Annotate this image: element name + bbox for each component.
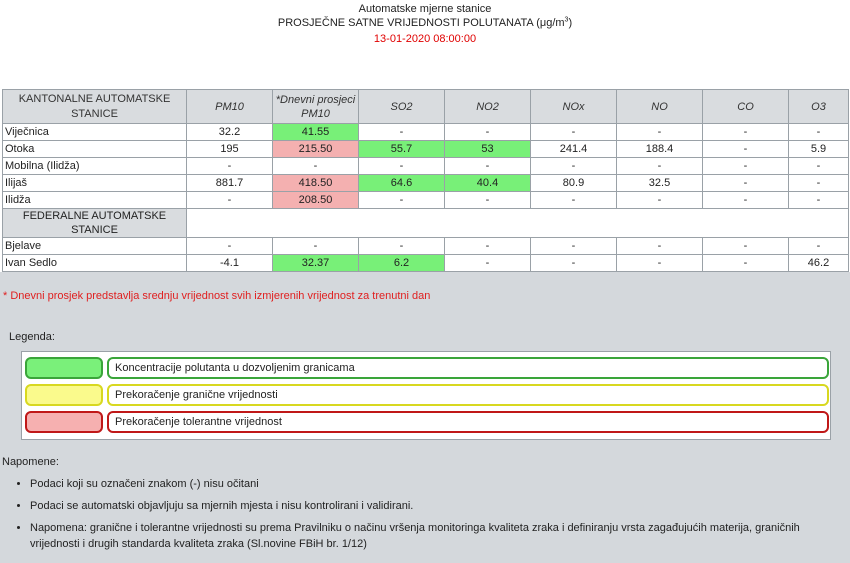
header-title: PROSJEČNE SATNE VRIJEDNOSTI POLUTANATA $(\mu g/m^3)$	[277, 16, 573, 29]
column-header: SO2	[359, 90, 445, 124]
table-row	[3, 238, 849, 255]
station-name: Ilijaš	[3, 175, 187, 192]
note-item: • Podaci se automatski objavljuju sa mjernih mjesta i nisu kontrolirani i validirani.	[30, 498, 830, 514]
value-cell: -	[703, 192, 789, 209]
table-row	[3, 124, 849, 141]
header-datetime: 13-01-2020 08:00:00	[373, 33, 477, 45]
table-row	[3, 158, 849, 175]
legend-swatch-green	[25, 357, 103, 379]
value-cell: -	[359, 238, 445, 255]
value-cell: -	[187, 158, 273, 175]
value-cell: 64.6	[359, 175, 445, 192]
table-row	[3, 141, 849, 158]
value-cell: -	[359, 124, 445, 141]
value-cell: 208.50	[273, 192, 359, 209]
value-cell: 6.2	[359, 255, 445, 272]
value-cell: -	[445, 124, 531, 141]
value-cell: -	[531, 158, 617, 175]
value-cell: -	[617, 238, 703, 255]
value-cell: 46.2	[789, 255, 849, 272]
value-cell: 215.50	[273, 141, 359, 158]
value-cell: -	[531, 124, 617, 141]
value-cell: -	[359, 158, 445, 175]
value-cell: 881.7	[187, 175, 273, 192]
value-cell: 5.9	[789, 141, 849, 158]
value-cell: -	[617, 192, 703, 209]
legend-swatch-red	[25, 411, 103, 433]
value-cell: 32.2	[187, 124, 273, 141]
value-cell: 188.4	[617, 141, 703, 158]
value-cell: -	[273, 238, 359, 255]
value-cell: -	[789, 192, 849, 209]
value-cell: -	[273, 158, 359, 175]
value-cell: 32.37	[273, 255, 359, 272]
legend-item-tolerance	[25, 411, 827, 431]
pollutant-table	[2, 89, 849, 272]
notes-title: Napomene:	[2, 456, 59, 468]
table-row	[3, 255, 849, 272]
value-cell: -	[445, 255, 531, 272]
column-header: NOx	[531, 90, 617, 124]
station-name: Mobilna (Ilidža)	[3, 158, 187, 175]
value-cell: -	[617, 124, 703, 141]
value-cell: -	[617, 158, 703, 175]
value-cell: -	[531, 238, 617, 255]
federal-section-row	[3, 209, 849, 238]
value-cell: -	[703, 124, 789, 141]
column-header: O3	[789, 90, 849, 124]
note-item: • Napomena: granične i tolerantne vrijednosti su prema Pravilniku o načinu vršenja monitoringa kvaliteta zraka i definiranju vrsta zagađujućih materija, graničnih vrijednosti i drugih standarda kvaliteta zraka (Sl.novine FBiH br. 1/12)	[30, 520, 830, 552]
legend-title: Legenda:	[9, 331, 55, 343]
legend-text: Prekoračenje granične vrijednosti	[107, 384, 829, 406]
legend-text: Koncentracije polutanta u dozvoljenim granicama	[107, 357, 829, 379]
value-cell: -	[789, 238, 849, 255]
value-cell: -	[703, 255, 789, 272]
value-cell: -	[789, 124, 849, 141]
value-cell: -	[187, 238, 273, 255]
value-cell: 41.55	[273, 124, 359, 141]
daily-average-footnote: * Dnevni prosjek predstavlja srednju vrijednost svih izmjerenih vrijednost za trenutni dan	[3, 290, 431, 302]
legend-item-limit	[25, 384, 827, 404]
station-name: Bjelave	[3, 238, 187, 255]
value-cell: -	[703, 158, 789, 175]
station-column-header: KANTONALNE AUTOMATSKE STANICE	[3, 90, 187, 124]
value-cell: -	[187, 192, 273, 209]
station-name: Otoka	[3, 141, 187, 158]
value-cell: -4.1	[187, 255, 273, 272]
federal-section-header: FEDERALNE AUTOMATSKE STANICE	[3, 209, 187, 238]
station-name: Ivan Sedlo	[3, 255, 187, 272]
value-cell: -	[703, 175, 789, 192]
value-cell: -	[703, 238, 789, 255]
table-row	[3, 175, 849, 192]
value-cell: 40.4	[445, 175, 531, 192]
value-cell: -	[531, 192, 617, 209]
blank-cell	[187, 209, 849, 238]
value-cell: 80.9	[531, 175, 617, 192]
value-cell: -	[445, 158, 531, 175]
column-header: PM10	[187, 90, 273, 124]
value-cell: 241.4	[531, 141, 617, 158]
legend-swatch-yellow	[25, 384, 103, 406]
value-cell: 195	[187, 141, 273, 158]
value-cell: -	[789, 175, 849, 192]
value-cell: -	[359, 192, 445, 209]
table-header-row	[3, 90, 849, 124]
column-header: CO	[703, 90, 789, 124]
station-name: Viječnica	[3, 124, 187, 141]
notes-list	[0, 470, 830, 552]
value-cell: -	[445, 238, 531, 255]
value-cell: -	[789, 158, 849, 175]
station-name: Ilidža	[3, 192, 187, 209]
legend-text: Prekoračenje tolerantne vrijednost	[107, 411, 829, 433]
legend	[21, 351, 831, 440]
note-item: • Podaci koji su označeni znakom (-) nisu očitani	[30, 476, 830, 492]
value-cell: -	[617, 255, 703, 272]
value-cell: 418.50	[273, 175, 359, 192]
value-cell: 55.7	[359, 141, 445, 158]
column-header: NO	[617, 90, 703, 124]
page-header	[0, 2, 850, 47]
value-cell: -	[445, 192, 531, 209]
value-cell: -	[703, 141, 789, 158]
value-cell: 53	[445, 141, 531, 158]
header-subtitle: Automatske mjerne stanice	[358, 3, 492, 15]
value-cell: -	[531, 255, 617, 272]
table-row	[3, 192, 849, 209]
column-header: NO2	[445, 90, 531, 124]
column-header: *Dnevni prosjeci PM10	[273, 90, 359, 124]
value-cell: 32.5	[617, 175, 703, 192]
legend-item-ok	[25, 357, 827, 377]
